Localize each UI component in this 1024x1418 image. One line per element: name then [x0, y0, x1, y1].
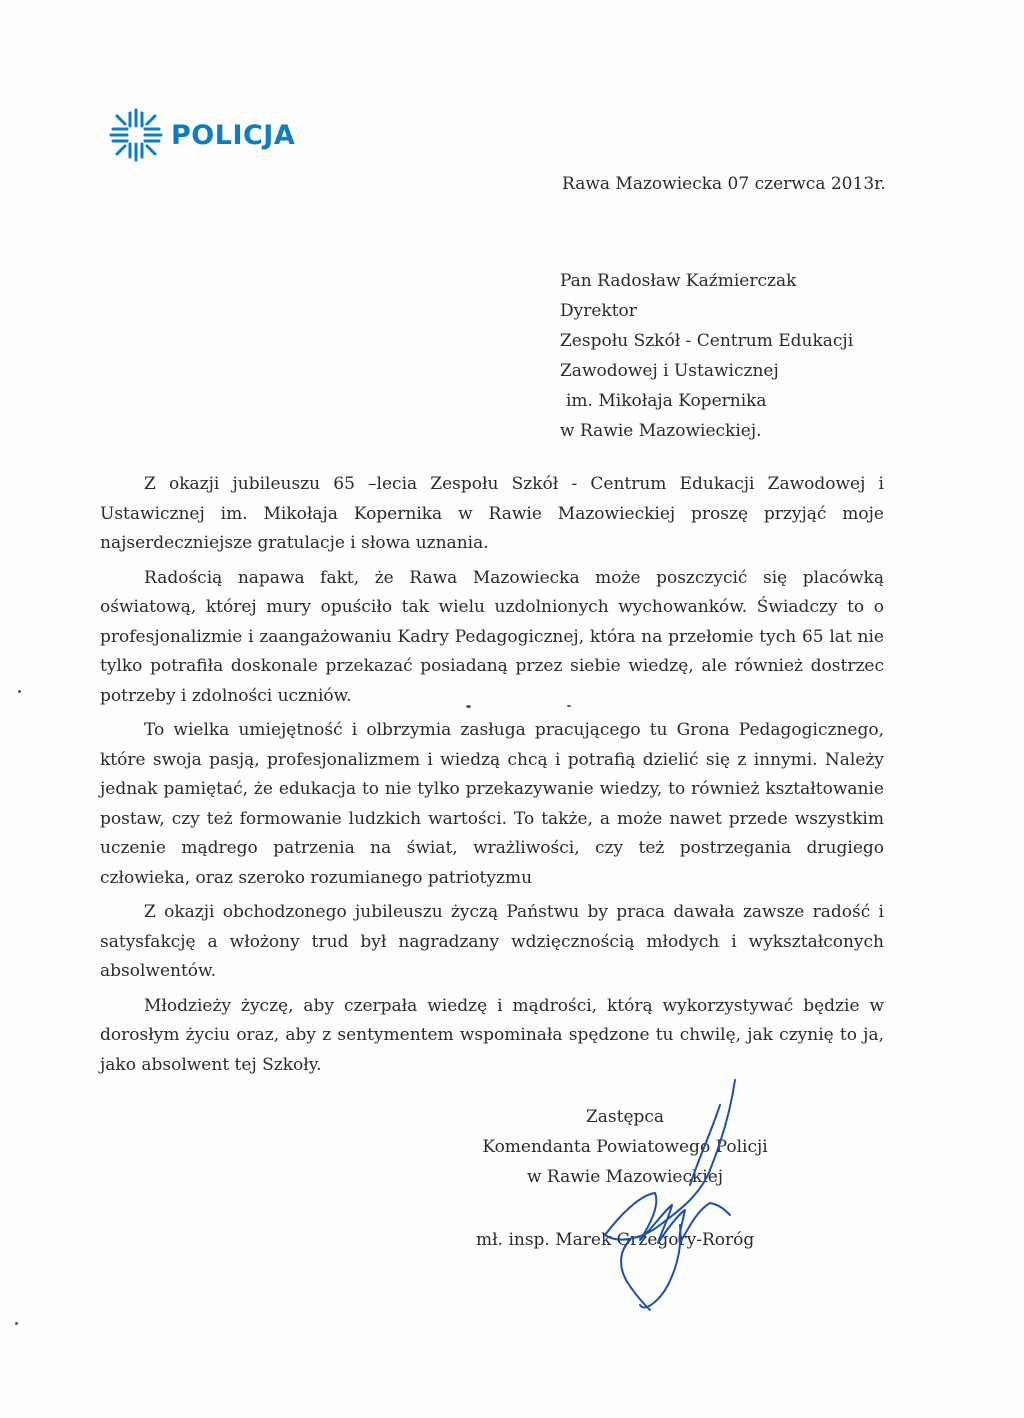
body-paragraph: Młodzieży życzę, aby czerpała wiedzę i mądrości, którą wykorzystywać będzie w dorosłym życiu oraz, aby z sentymentem wspominała spędzone tu chwilę, jak czynię to ja, jako absolwent tej Szkoły. — [100, 995, 884, 1075]
body-paragraph: Z okazji jubileuszu 65 –lecia Zespołu Szkół - Centrum Edukacji Zawodowej i Ustawicznej im. Mikołaja Kopernika w Rawie Mazowieckiej proszę przyjąć moje najserdeczniejsze gratulacje i słowa uznania. — [100, 474, 884, 553]
scan-speck — [18, 690, 21, 693]
signature-title: Zastępca — [585, 1107, 665, 1127]
scan-speck — [466, 705, 471, 708]
logo-text: POLICJA — [171, 119, 296, 151]
handwritten-signature — [560, 1075, 760, 1315]
recipient-line: Zawodowej i Ustawicznej — [560, 361, 779, 381]
body-paragraph: Z okazji obchodzonego jubileuszu życzą Państwu by praca dawała zawsze radość i satysfakcję a włożony trud był nagradzany wdzięcznością młodych i wykształconych absolwentów. — [100, 902, 884, 981]
scan-speck — [567, 705, 571, 707]
recipient-line: w Rawie Mazowieckiej. — [560, 421, 762, 441]
recipient-line: Zespołu Szkół - Centrum Edukacji — [560, 331, 854, 351]
police-logo — [105, 104, 295, 166]
recipient-line: Pan Radosław Kaźmierczak — [560, 271, 797, 291]
signature-title: Komendanta Powiatowego Policji — [482, 1137, 768, 1157]
recipient-address — [560, 266, 853, 446]
police-star-icon — [105, 104, 167, 166]
recipient-line: Dyrektor — [560, 301, 637, 321]
signature-title: w Rawie Mazowieckiej — [526, 1167, 724, 1187]
signatory-name: mł. insp. Marek Grzegory-Roróg — [476, 1230, 755, 1250]
recipient-line: im. Mikołaja Kopernika — [566, 391, 767, 411]
body-paragraph: Radością napawa fakt, że Rawa Mazowiecka może poszczycić się placówką oświatową, której mury opuściło tak wielu uzdolnionych wychowanków. Świadczy to o profesjonalizmie i zaangażowaniu Kadry Pedagogicznej, która na przełomie tych 65 lat nie tylko potrafiła doskonale przekazać posiadaną przez siebie wiedzę, ale również dostrzec potrzeby i zdolności uczniów. — [100, 567, 884, 706]
place-and-date: Rawa Mazowiecka 07 czerwca 2013r. — [562, 174, 886, 194]
body-paragraph: To wielka umiejętność i olbrzymia zasługa pracującego tu Grona Pedagogicznego, które swoja pasją, profesjonalizmem i wiedzą chcą i potrafią dzielić się z innymi. Należy jednak pamiętać, że edukacja to nie tylko przekazywanie wiedzy, to również kształtowanie postaw, czy też formowanie ludzkich wartości. To także, a może nawet przede wszystkim uczenie mądrego patrzenia na świat, wrażliwości, czy też postrzegania drugiego człowieka, oraz szeroko rozumianego patriotyzmu — [100, 720, 884, 888]
scan-speck — [15, 1322, 18, 1325]
letter-body — [100, 470, 884, 1085]
